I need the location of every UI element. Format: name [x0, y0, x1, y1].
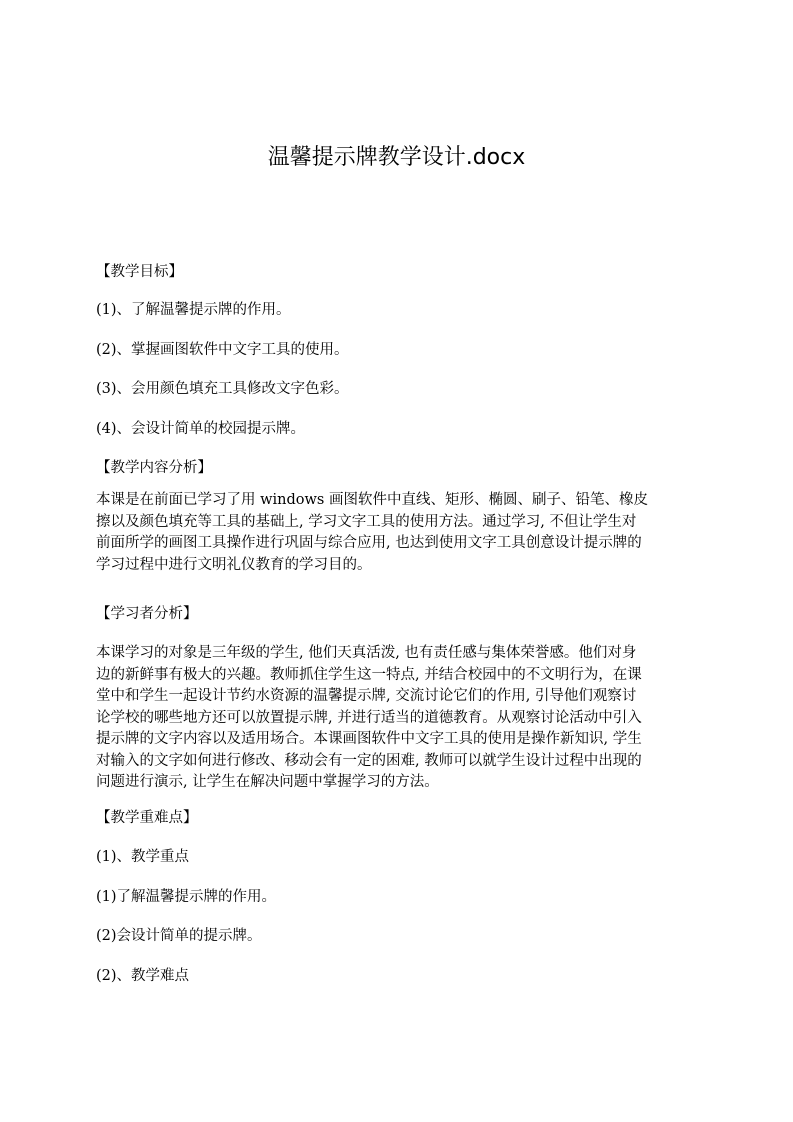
- goal-item: (4)、会设计简单的校园提示牌。: [96, 421, 306, 437]
- paragraph-line: 前面所学的画图工具操作进行巩固与综合应用, 也达到使用文字工具创意设计提示牌的: [96, 535, 642, 551]
- paragraph-line: 问题进行演示, 让学生在解决问题中掌握学习的方法。: [96, 774, 439, 790]
- key-item: (2)、教学难点: [96, 968, 190, 984]
- heading-content-analysis: 【教学内容分析】: [96, 460, 212, 476]
- heading-learner-analysis: 【学习者分析】: [96, 606, 198, 622]
- paragraph-line: 擦以及颜色填充等工具的基础上, 学习文字工具的使用方法。通过学习, 不但让学生对: [96, 513, 637, 530]
- document-title: 温馨提示牌教学设计.docx: [267, 145, 526, 170]
- goal-item: (3)、会用颜色填充工具修改文字色彩。: [96, 381, 349, 397]
- heading-teaching-goals: 【教学目标】: [96, 264, 183, 280]
- paragraph-line: 本课学习的对象是三年级的学生, 他们天真活泼, 也有责任感与集体荣誉感。他们对身: [96, 645, 637, 661]
- goal-item: (2)、掌握画图软件中文字工具的使用。: [96, 342, 349, 358]
- paragraph-line: 学习过程中进行文明礼仪教育的学习目的。: [96, 556, 372, 573]
- goal-item: (1)、了解温馨提示牌的作用。: [96, 302, 291, 318]
- paragraph-line: 对输入的文字如何进行修改、移动会有一定的困难, 教师可以就学生设计过程中出现的: [96, 752, 642, 769]
- paragraph-line: 论学校的哪些地方还可以放置提示牌, 并进行适当的道德教育。从观察讨论活动中引入: [96, 709, 642, 726]
- paragraph-line: 堂中和学生一起设计节约水资源的温馨提示牌, 交流讨论它们的作用, 引导他们观察讨: [96, 688, 637, 704]
- key-item: (2)会设计简单的提示牌。: [96, 928, 262, 944]
- key-item: (1)、教学重点: [96, 849, 190, 865]
- paragraph-line: 提示牌的文字内容以及适用场合。本课画图软件中文字工具的使用是操作新知识, 学生: [96, 731, 642, 747]
- paragraph-line: 本课是在前面已学习了用 windows 画图软件中直线、矩形、椭圆、刷子、铅笔、橡皮: [96, 492, 648, 508]
- content-paragraph: [96, 490, 648, 576]
- paragraph-line: 边的新鲜事有极大的兴趣。教师抓住学生这一特点, 并结合校园中的不文明行为，在课: [96, 666, 642, 683]
- key-item: (1)了解温馨提示牌的作用。: [96, 889, 277, 905]
- heading-key-points: 【教学重难点】: [96, 810, 198, 826]
- learner-paragraph: [96, 643, 642, 794]
